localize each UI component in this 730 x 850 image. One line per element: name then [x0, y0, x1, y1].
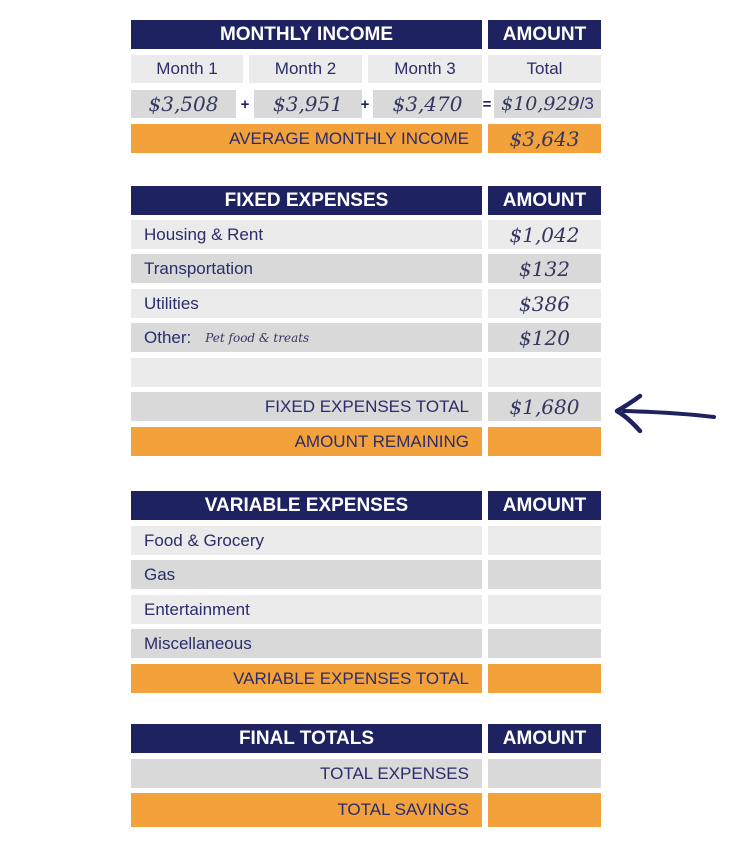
fixed-amount-header: AMOUNT: [488, 186, 601, 215]
month2-value-field[interactable]: [254, 90, 362, 118]
fixed-header: FIXED EXPENSES: [131, 186, 482, 215]
total-expenses-label: TOTAL EXPENSES: [131, 759, 482, 788]
variable-row-value-field[interactable]: [488, 526, 601, 555]
plus-sign-1: +: [240, 95, 250, 113]
average-income-field[interactable]: [488, 124, 601, 153]
income-header: MONTHLY INCOME: [131, 20, 482, 49]
variable-total-label: VARIABLE EXPENSES TOTAL: [131, 664, 482, 693]
variable-total-field[interactable]: [488, 664, 601, 693]
other-label: Other:: [144, 327, 192, 347]
amount-remaining-field[interactable]: [488, 427, 601, 456]
variable-row-value-field[interactable]: [488, 560, 601, 589]
average-income-value: $3,643: [509, 126, 580, 151]
total-savings-field[interactable]: [488, 793, 601, 827]
fixed-total-value: $1,680: [509, 394, 580, 419]
month1-value: $3,508: [148, 92, 219, 116]
month2-label: Month 2: [249, 55, 362, 83]
fixed-total-label: FIXED EXPENSES TOTAL: [131, 392, 482, 421]
fixed-row-blank[interactable]: [131, 358, 482, 387]
total-savings-label: TOTAL SAVINGS: [131, 793, 482, 827]
variable-row-value-field[interactable]: [488, 595, 601, 624]
total-expenses-field[interactable]: [488, 759, 601, 788]
variable-row-label: Entertainment: [131, 595, 482, 624]
income-amount-header: AMOUNT: [488, 20, 601, 49]
variable-row-label: Food & Grocery: [131, 526, 482, 555]
fixed-row-other[interactable]: [131, 323, 482, 352]
fixed-row-blank-value-field[interactable]: [488, 358, 601, 387]
month3-value: $3,470: [392, 92, 463, 116]
fixed-row-value-field[interactable]: [488, 323, 601, 352]
total-label: Total: [488, 55, 601, 83]
final-amount-header: AMOUNT: [488, 724, 601, 753]
divisor-text: /3: [579, 94, 594, 113]
variable-row-label: Miscellaneous: [131, 629, 482, 658]
amount-remaining-label: AMOUNT REMAINING: [131, 427, 482, 456]
variable-row-label: Gas: [131, 560, 482, 589]
month1-label: Month 1: [131, 55, 243, 83]
fixed-row-value-field[interactable]: [488, 254, 601, 283]
month2-value: $3,951: [273, 92, 343, 116]
fixed-row-value-field[interactable]: [488, 289, 601, 318]
fixed-row-value: $1,042: [509, 222, 580, 247]
variable-header: VARIABLE EXPENSES: [131, 491, 482, 520]
left-arrow-icon: [610, 393, 720, 435]
average-income-label: AVERAGE MONTHLY INCOME: [131, 124, 482, 153]
month3-value-field[interactable]: [373, 90, 482, 118]
variable-row-value-field[interactable]: [488, 629, 601, 658]
total-value-field[interactable]: [494, 90, 601, 118]
final-header: FINAL TOTALS: [131, 724, 482, 753]
fixed-row-value-field[interactable]: [488, 220, 601, 249]
month1-value-field[interactable]: [131, 90, 236, 118]
fixed-row-value: $132: [519, 256, 570, 281]
fixed-row-label: Housing & Rent: [131, 220, 482, 249]
variable-amount-header: AMOUNT: [488, 491, 601, 520]
fixed-row-label: Utilities: [131, 289, 482, 318]
total-value: $10,929: [501, 93, 580, 115]
fixed-row-label: Transportation: [131, 254, 482, 283]
equals-sign: =: [482, 95, 492, 113]
fixed-row-value: $386: [519, 291, 570, 316]
plus-sign-2: +: [360, 95, 370, 113]
fixed-row-value: $120: [519, 325, 570, 350]
month3-label: Month 3: [368, 55, 482, 83]
fixed-total-field[interactable]: [488, 392, 601, 421]
other-note: Pet food & treats: [205, 330, 310, 345]
